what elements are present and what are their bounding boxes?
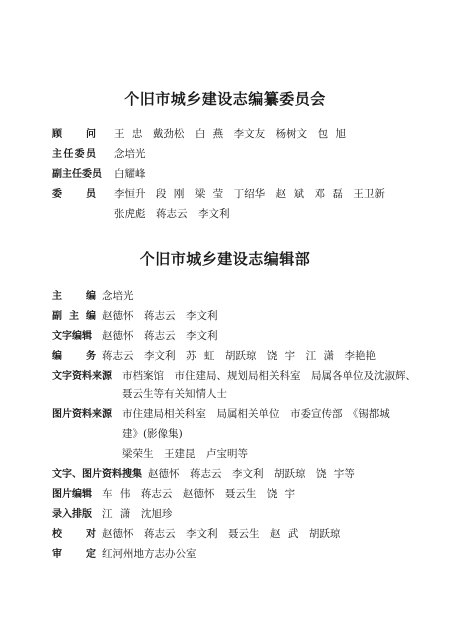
row-label bbox=[52, 368, 115, 385]
label-char: 文字、图片资料搜集 bbox=[52, 469, 142, 480]
row-value: 赵德怀 蒋志云 李文利 胡跃琼 饶 宇等 bbox=[148, 468, 355, 480]
row-value: 白耀峰 bbox=[114, 168, 146, 180]
row-value: 梁荣生 王建昆 卢宝明等 bbox=[122, 448, 248, 460]
label-char: 副 bbox=[52, 311, 62, 322]
label-char: 问 bbox=[86, 129, 96, 140]
row-value: 红河州地方志办公室 bbox=[102, 548, 197, 560]
label-char: 文字编辑 bbox=[52, 331, 92, 342]
label-char: 定 bbox=[86, 549, 96, 560]
label-char: 编 bbox=[52, 351, 62, 362]
row-label bbox=[52, 308, 96, 325]
row-label bbox=[52, 406, 115, 423]
row-label bbox=[52, 288, 96, 305]
row-label bbox=[52, 126, 96, 143]
row-value: 江 潇 沈旭珍 bbox=[102, 508, 173, 520]
row-value: 王 忠 戴劲松 白 燕 李文友 杨树文 包 旭 bbox=[114, 128, 347, 140]
label-char: 对 bbox=[86, 529, 96, 540]
row-label bbox=[52, 466, 147, 483]
label-char: 编 bbox=[86, 291, 96, 302]
row-value: 市住建局相关科室 局属相关单位 市委宣传部 《锡都城 bbox=[122, 408, 390, 420]
row-label bbox=[52, 348, 96, 365]
label-char: 图片编辑 bbox=[52, 489, 92, 500]
label-char: 校 bbox=[52, 529, 62, 540]
row-value: 念培光 bbox=[102, 290, 134, 302]
label-char: 务 bbox=[86, 351, 96, 362]
label-char: 委 bbox=[52, 189, 62, 200]
row-label bbox=[52, 506, 96, 523]
label-char: 主 bbox=[69, 311, 79, 322]
row-label bbox=[52, 486, 96, 503]
row-label bbox=[52, 146, 96, 163]
editorial-title: 个旧市城乡建设志编辑部 bbox=[139, 250, 311, 268]
label-char: 委 bbox=[74, 149, 85, 160]
row-value: 车 伟 蒋志云 赵德怀 聂云生 饶 宇 bbox=[102, 488, 296, 500]
committee-title: 个旧市城乡建设志编纂委员会 bbox=[124, 90, 326, 108]
row-value: 念培光 bbox=[114, 148, 146, 160]
row-label bbox=[52, 186, 96, 203]
row-value: 赵德怀 蒋志云 李文利 bbox=[102, 330, 218, 342]
row-value: 建》(影像集) bbox=[122, 428, 183, 440]
label-char: 录入排版 bbox=[52, 509, 92, 520]
label-char: 主 bbox=[52, 149, 62, 160]
label-char: 副主任委员 bbox=[52, 169, 102, 180]
row-value: 赵德怀 蒋志云 李文利 bbox=[102, 310, 218, 322]
row-label bbox=[52, 328, 96, 345]
label-char: 审 bbox=[52, 549, 62, 560]
label-char: 任 bbox=[63, 149, 74, 160]
label-char: 顾 bbox=[52, 129, 62, 140]
row-label bbox=[52, 546, 96, 563]
row-value: 李恒升 段 刚 梁 莹 丁绍华 赵 斌 邓 磊 王卫新 bbox=[114, 188, 385, 200]
row-label bbox=[52, 166, 105, 183]
row-value: 赵德怀 蒋志云 李文利 聂云生 赵 武 胡跃琼 bbox=[102, 528, 341, 540]
row-label bbox=[52, 526, 96, 543]
label-char: 编 bbox=[86, 311, 96, 322]
label-char: 员 bbox=[85, 149, 96, 160]
label-char: 员 bbox=[86, 189, 96, 200]
row-value: 蒋志云 李文利 苏 虹 胡跃琼 饶 宇 江 潇 李艳艳 bbox=[102, 350, 377, 362]
row-value: 张虎彪 蒋志云 李文利 bbox=[114, 208, 230, 220]
row-value: 聂云生等有关知情人士 bbox=[122, 388, 227, 400]
label-char: 图片资料来源 bbox=[52, 409, 112, 420]
label-char: 文字资料来源 bbox=[52, 371, 112, 382]
label-char: 主 bbox=[52, 291, 62, 302]
row-value: 市档案馆 市住建局、规划局相关科室 局属各单位及沈淑辉、 bbox=[122, 370, 416, 382]
